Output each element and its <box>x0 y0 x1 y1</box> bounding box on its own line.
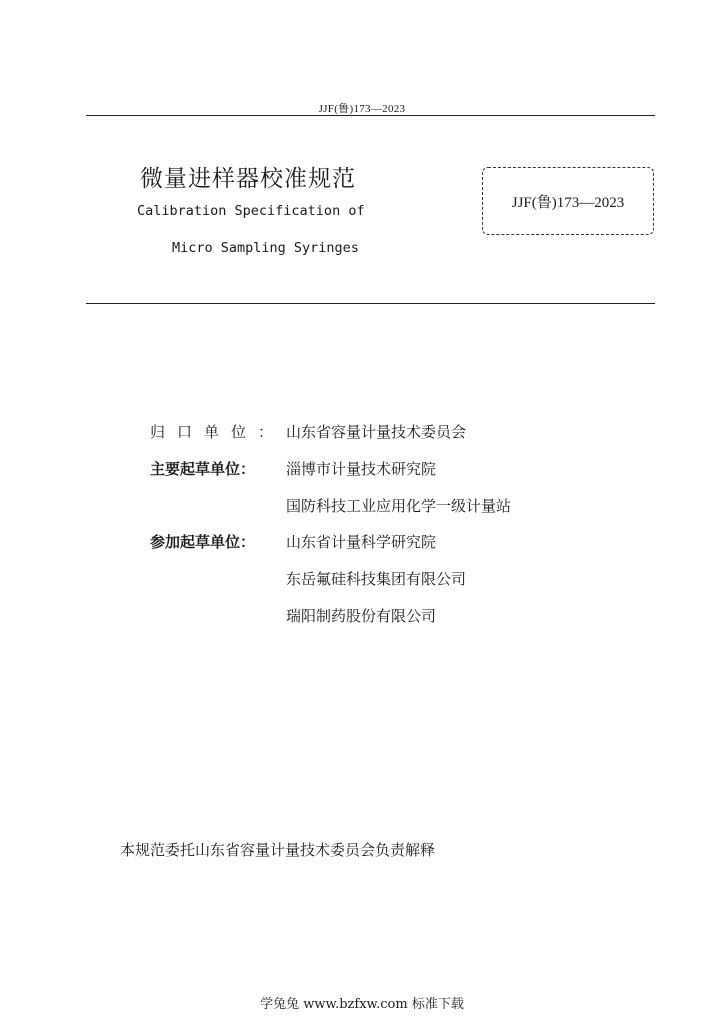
drafting-units <box>150 422 511 643</box>
unit-label-main-drafters: 主要起草单位： <box>150 459 256 478</box>
interpretation-statement: 本规范委托山东省容量计量技术委员会负责解释 <box>120 841 436 859</box>
standard-code-text: JJF(鲁)173—2023 <box>511 194 625 211</box>
unit-label-responsible: 归口单位： <box>150 423 286 441</box>
unit-row-responsible <box>150 422 511 459</box>
footer-watermark <box>0 993 724 1012</box>
title-english-line1: Calibration Specification of <box>137 203 365 219</box>
unit-row-main-drafters <box>150 459 511 533</box>
title-chinese: 微量进样器校准规范 <box>140 166 356 192</box>
standard-code-box <box>482 167 654 235</box>
footer-site-name: 学兔兔 <box>260 997 300 1012</box>
unit-value: 山东省容量计量技术委员会 <box>286 423 467 441</box>
header-standard-code: JJF(鲁)173—2023 <box>318 103 406 115</box>
footer-tagline: 标准下载 <box>411 997 464 1012</box>
unit-value: 瑞阳制药股份有限公司 <box>286 606 437 625</box>
unit-value: 淄博市计量技术研究院 <box>286 459 437 478</box>
unit-row-participating-drafters <box>150 532 511 642</box>
title-divider <box>86 303 655 304</box>
unit-value: 山东省计量科学研究院 <box>286 533 437 552</box>
unit-label-participating-drafters: 参加起草单位： <box>150 533 256 552</box>
unit-value: 东岳氟硅科技集团有限公司 <box>286 570 467 589</box>
title-english-line2: Micro Sampling Syringes <box>172 240 359 256</box>
header-divider <box>86 115 655 116</box>
footer-url-link[interactable]: www.bzfxw.com <box>303 997 408 1012</box>
unit-value: 国防科技工业应用化学一级计量站 <box>286 496 512 515</box>
